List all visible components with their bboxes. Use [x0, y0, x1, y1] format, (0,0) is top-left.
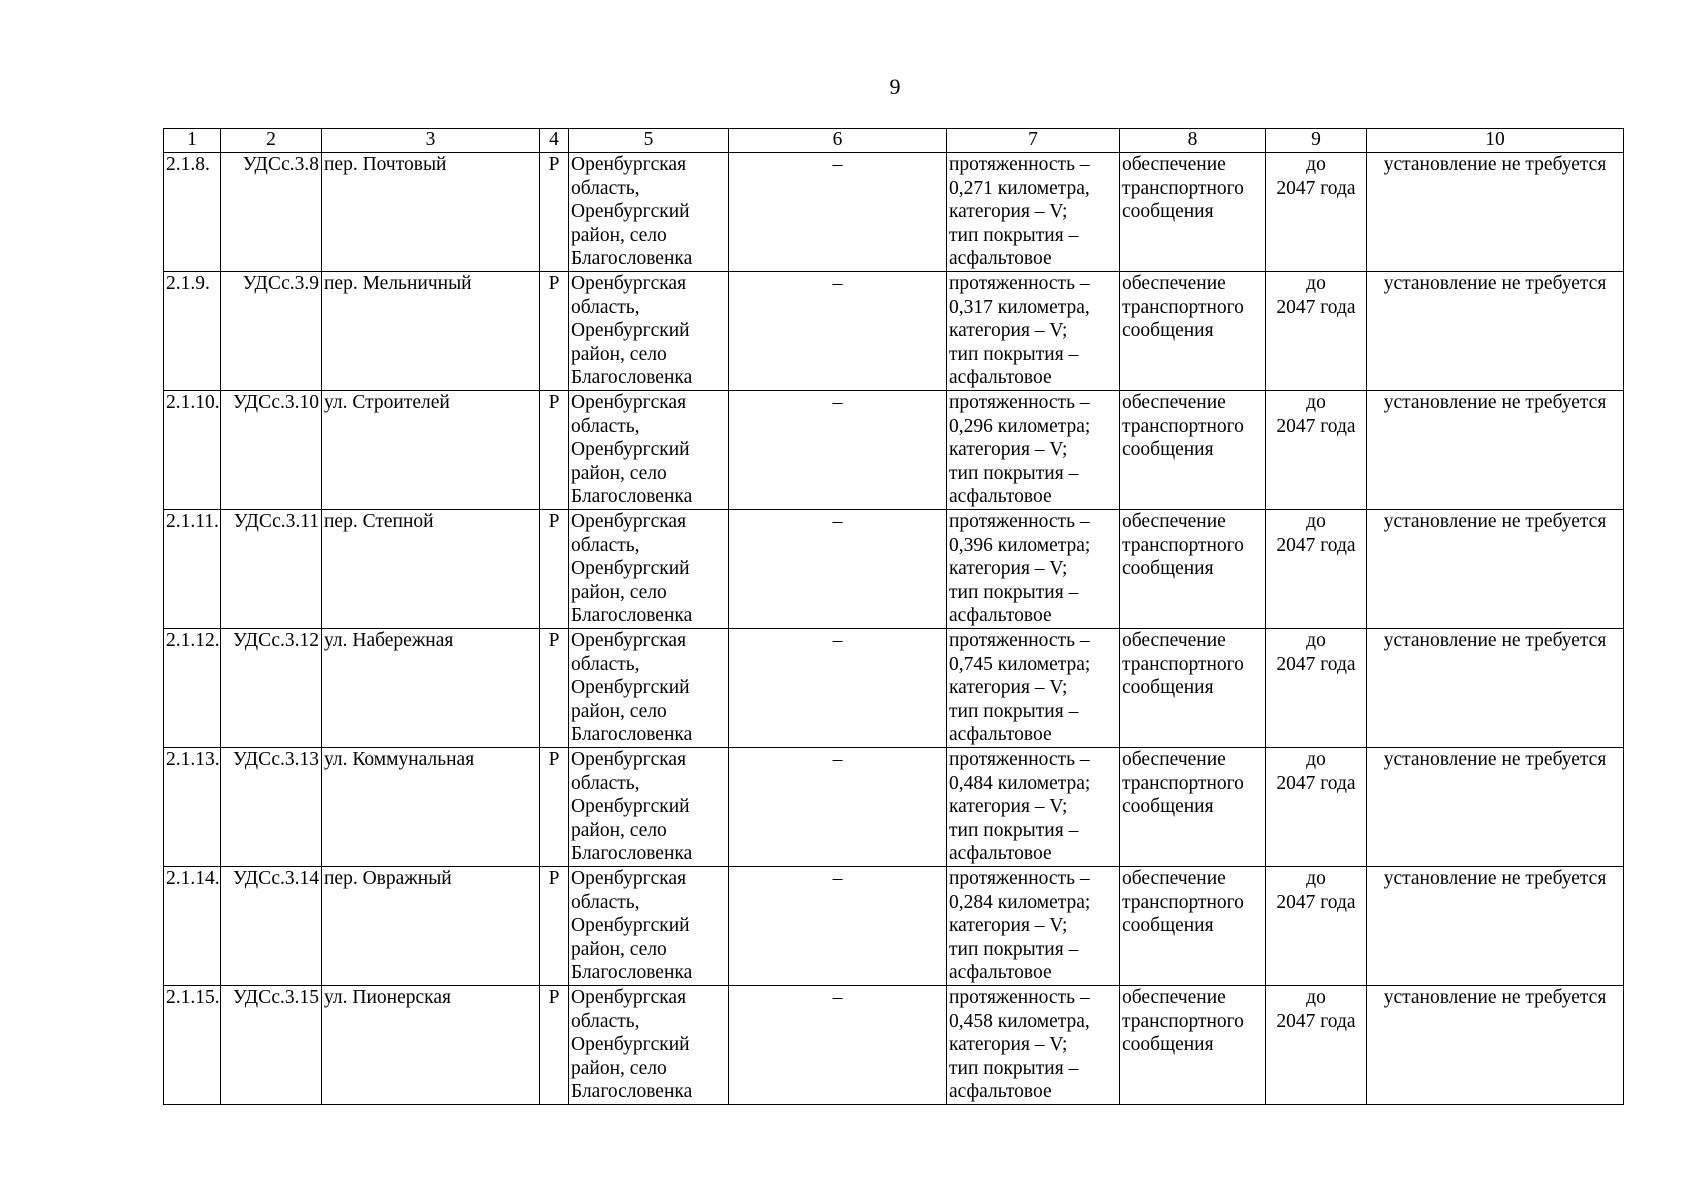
zone-status-cell: установление не требуется: [1367, 272, 1624, 391]
column-header: 1: [164, 129, 221, 153]
significance-type-cell: Р: [540, 153, 569, 272]
column-6-value-cell: –: [729, 510, 947, 629]
road-name-cell: ул. Строителей: [322, 391, 540, 510]
table-body: [164, 153, 1624, 1105]
object-code-cell: УДСс.3.9: [221, 272, 322, 391]
road-name-cell: пер. Почтовый: [322, 153, 540, 272]
object-code-cell: УДСс.3.12: [221, 629, 322, 748]
column-6-value-cell: –: [729, 986, 947, 1105]
column-6-value-cell: –: [729, 629, 947, 748]
object-code-cell: УДСс.3.15: [221, 986, 322, 1105]
zone-status-cell: установление не требуется: [1367, 510, 1624, 629]
significance-type-cell: Р: [540, 629, 569, 748]
characteristics-cell: протяженность – 0,396 километра; категория – V; тип покрытия – асфальтовое: [947, 510, 1120, 629]
table-row: [164, 986, 1624, 1105]
page-number: 9: [889, 74, 901, 99]
zone-status-cell: установление не требуется: [1367, 867, 1624, 986]
object-code-cell: УДСс.3.14: [221, 867, 322, 986]
object-code-cell: УДСс.3.10: [221, 391, 322, 510]
zone-status-cell: установление не требуется: [1367, 153, 1624, 272]
location-cell: Оренбургская область, Оренбургский район, село Благословенка: [569, 986, 729, 1105]
column-header: 9: [1266, 129, 1367, 153]
location-cell: Оренбургская область, Оренбургский район, село Благословенка: [569, 629, 729, 748]
significance-type-cell: Р: [540, 272, 569, 391]
term-cell: до 2047 года: [1266, 986, 1367, 1105]
significance-type-cell: Р: [540, 748, 569, 867]
characteristics-cell: протяженность – 0,271 километра, категория – V; тип покрытия – асфальтовое: [947, 153, 1120, 272]
zone-status-cell: установление не требуется: [1367, 391, 1624, 510]
column-header: 5: [569, 129, 729, 153]
road-name-cell: пер. Овражный: [322, 867, 540, 986]
significance-type-cell: Р: [540, 510, 569, 629]
term-cell: до 2047 года: [1266, 629, 1367, 748]
column-header: 10: [1367, 129, 1624, 153]
column-header: 8: [1120, 129, 1266, 153]
road-name-cell: пер. Степной: [322, 510, 540, 629]
purpose-cell: обеспечение транспортного сообщения: [1120, 391, 1266, 510]
row-number-cell: 2.1.12.: [164, 629, 221, 748]
table-header: [164, 129, 1624, 153]
row-number-cell: 2.1.15.: [164, 986, 221, 1105]
significance-type-cell: Р: [540, 867, 569, 986]
characteristics-cell: протяженность – 0,458 километра, категория – V; тип покрытия – асфальтовое: [947, 986, 1120, 1105]
zone-status-cell: установление не требуется: [1367, 629, 1624, 748]
characteristics-cell: протяженность – 0,317 километра, категория – V; тип покрытия – асфальтовое: [947, 272, 1120, 391]
row-number-cell: 2.1.11.: [164, 510, 221, 629]
location-cell: Оренбургская область, Оренбургский район, село Благословенка: [569, 510, 729, 629]
location-cell: Оренбургская область, Оренбургский район, село Благословенка: [569, 153, 729, 272]
location-cell: Оренбургская область, Оренбургский район, село Благословенка: [569, 272, 729, 391]
significance-type-cell: Р: [540, 986, 569, 1105]
table-row: [164, 272, 1624, 391]
term-cell: до 2047 года: [1266, 391, 1367, 510]
header-row: [164, 129, 1624, 153]
location-cell: Оренбургская область, Оренбургский район, село Благословенка: [569, 391, 729, 510]
term-cell: до 2047 года: [1266, 153, 1367, 272]
column-header: 4: [540, 129, 569, 153]
road-name-cell: пер. Мельничный: [322, 272, 540, 391]
column-header: 2: [221, 129, 322, 153]
column-6-value-cell: –: [729, 867, 947, 986]
table-row: [164, 153, 1624, 272]
purpose-cell: обеспечение транспортного сообщения: [1120, 986, 1266, 1105]
zone-status-cell: установление не требуется: [1367, 748, 1624, 867]
zone-status-cell: установление не требуется: [1367, 986, 1624, 1105]
characteristics-cell: протяженность – 0,296 километра; категория – V; тип покрытия – асфальтовое: [947, 391, 1120, 510]
purpose-cell: обеспечение транспортного сообщения: [1120, 629, 1266, 748]
characteristics-cell: протяженность – 0,484 километра; категория – V; тип покрытия – асфальтовое: [947, 748, 1120, 867]
column-6-value-cell: –: [729, 272, 947, 391]
column-header: 6: [729, 129, 947, 153]
row-number-cell: 2.1.9.: [164, 272, 221, 391]
road-name-cell: ул. Коммунальная: [322, 748, 540, 867]
term-cell: до 2047 года: [1266, 272, 1367, 391]
row-number-cell: 2.1.14.: [164, 867, 221, 986]
characteristics-cell: протяженность – 0,745 километра; категория – V; тип покрытия – асфальтовое: [947, 629, 1120, 748]
term-cell: до 2047 года: [1266, 867, 1367, 986]
column-6-value-cell: –: [729, 748, 947, 867]
table-row: [164, 748, 1624, 867]
purpose-cell: обеспечение транспортного сообщения: [1120, 748, 1266, 867]
object-code-cell: УДСс.3.11: [221, 510, 322, 629]
purpose-cell: обеспечение транспортного сообщения: [1120, 153, 1266, 272]
table-row: [164, 510, 1624, 629]
term-cell: до 2047 года: [1266, 510, 1367, 629]
purpose-cell: обеспечение транспортного сообщения: [1120, 867, 1266, 986]
significance-type-cell: Р: [540, 391, 569, 510]
object-code-cell: УДСс.3.13: [221, 748, 322, 867]
location-cell: Оренбургская область, Оренбургский район, село Благословенка: [569, 867, 729, 986]
purpose-cell: обеспечение транспортного сообщения: [1120, 272, 1266, 391]
table-row: [164, 629, 1624, 748]
term-cell: до 2047 года: [1266, 748, 1367, 867]
row-number-cell: 2.1.8.: [164, 153, 221, 272]
location-cell: Оренбургская область, Оренбургский район, село Благословенка: [569, 748, 729, 867]
characteristics-cell: протяженность – 0,284 километра; категория – V; тип покрытия – асфальтовое: [947, 867, 1120, 986]
column-6-value-cell: –: [729, 391, 947, 510]
table-row: [164, 867, 1624, 986]
column-6-value-cell: –: [729, 153, 947, 272]
object-code-cell: УДСс.3.8: [221, 153, 322, 272]
row-number-cell: 2.1.13.: [164, 748, 221, 867]
row-number-cell: 2.1.10.: [164, 391, 221, 510]
road-name-cell: ул. Пионерская: [322, 986, 540, 1105]
column-header: 3: [322, 129, 540, 153]
road-name-cell: ул. Набережная: [322, 629, 540, 748]
roads-table: [163, 128, 1624, 1105]
purpose-cell: обеспечение транспортного сообщения: [1120, 510, 1266, 629]
table-row: [164, 391, 1624, 510]
column-header: 7: [947, 129, 1120, 153]
